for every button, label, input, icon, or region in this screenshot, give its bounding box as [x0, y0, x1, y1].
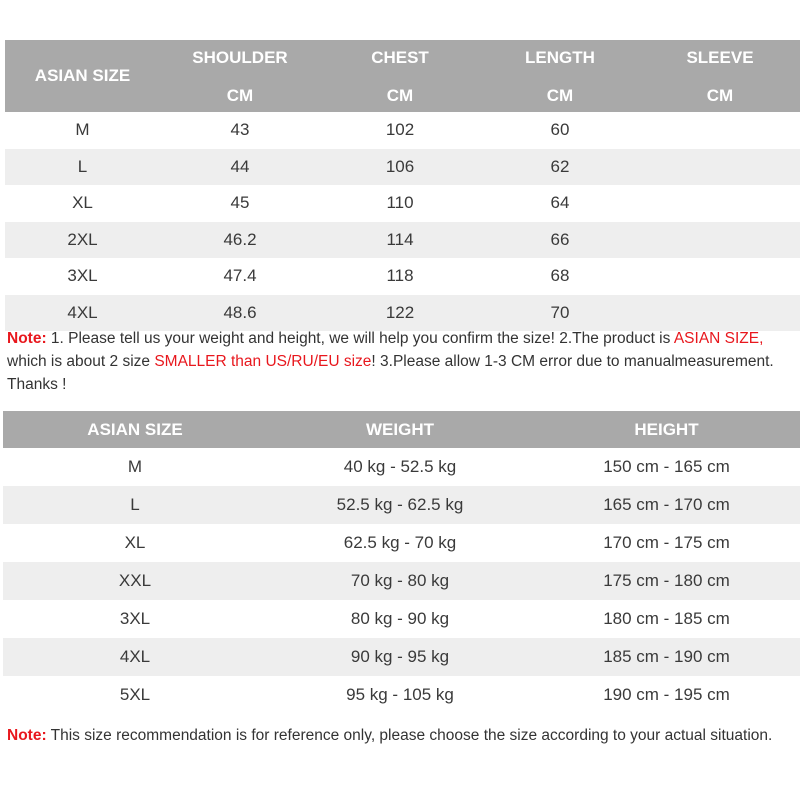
header-unit: CM: [706, 86, 734, 105]
cell-size: XL: [124, 533, 146, 552]
table-row: [5, 295, 800, 332]
cell-chest: 122: [385, 302, 415, 322]
cell-height: 185 cm - 190 cm: [603, 647, 730, 666]
cell-size: L: [77, 156, 88, 176]
cell-weight: 52.5 kg - 62.5 kg: [336, 495, 464, 514]
header-asian-size: ASIAN SIZE: [34, 66, 131, 85]
cell-chest: 110: [386, 193, 414, 213]
table-row: [3, 676, 800, 714]
cell-chest: 114: [386, 229, 414, 249]
cell-length: 70: [550, 302, 570, 322]
cell-weight: 62.5 kg - 70 kg: [343, 533, 457, 552]
table-row: [3, 600, 800, 638]
cell-weight: 95 kg - 105 kg: [346, 685, 454, 704]
header-chest: [320, 40, 480, 112]
cell-shoulder: 44: [230, 156, 250, 176]
table-row: [5, 222, 800, 259]
header-unit: CM: [546, 86, 574, 105]
cell-chest: 106: [385, 156, 415, 176]
cell-size: 3XL: [67, 266, 98, 286]
note-highlight-smaller: SMALLER than US/RU/EU size: [154, 353, 372, 370]
reference-note: [7, 724, 797, 748]
header-height: HEIGHT: [634, 419, 699, 439]
header-unit: CM: [386, 86, 414, 105]
cell-size: XXL: [118, 571, 152, 590]
cell-size: 4XL: [67, 302, 98, 322]
note-text: This size recommendation is for reference only, please choose the size according to your actual situation.: [46, 727, 773, 744]
size-recommendation-table: [3, 411, 800, 714]
size-measurement-table: [5, 40, 800, 331]
cell-size: M: [75, 120, 90, 140]
note-label: Note:: [7, 727, 47, 744]
cell-chest: 102: [385, 120, 415, 140]
cell-length: 64: [550, 193, 570, 213]
size-note: [7, 327, 797, 396]
table-row: [3, 486, 800, 524]
header-label: CHEST: [371, 48, 429, 67]
cell-size: L: [130, 495, 140, 514]
header-length: [480, 40, 640, 112]
table-header: [3, 411, 800, 448]
header-asian-size: ASIAN SIZE: [87, 419, 183, 439]
cell-length: 68: [550, 266, 570, 286]
note-text: 1. Please tell us your weight and height, we will help you confirm the size! 2.The product is: [46, 330, 674, 347]
table-row: [5, 149, 800, 186]
note-text: which is about 2 size: [7, 353, 155, 370]
cell-size: 2XL: [67, 229, 98, 249]
cell-weight: 70 kg - 80 kg: [350, 571, 450, 590]
cell-size: M: [127, 457, 143, 476]
table-row: [3, 638, 800, 676]
cell-size: XL: [72, 193, 93, 213]
table-row: [5, 112, 800, 149]
header-label: SHOULDER: [192, 48, 288, 67]
note-label: Note:: [7, 330, 47, 347]
cell-weight: 40 kg - 52.5 kg: [343, 457, 457, 476]
cell-height: 170 cm - 175 cm: [603, 533, 730, 552]
cell-size: 3XL: [119, 609, 151, 628]
cell-shoulder: 47.4: [223, 266, 257, 286]
cell-height: 150 cm - 165 cm: [603, 457, 730, 476]
cell-height: 175 cm - 180 cm: [603, 571, 730, 590]
cell-length: 62: [550, 156, 570, 176]
table-row: [3, 448, 800, 486]
cell-shoulder: 43: [230, 120, 250, 140]
cell-height: 165 cm - 170 cm: [603, 495, 730, 514]
cell-weight: 80 kg - 90 kg: [350, 609, 450, 628]
cell-shoulder: 45: [230, 193, 250, 213]
header-label: SLEEVE: [686, 48, 754, 67]
cell-weight: 90 kg - 95 kg: [350, 647, 450, 666]
cell-chest: 118: [386, 266, 414, 286]
note-text: ! 3.Please allow 1-3 CM error due to manualmeasurement. Thanks !: [7, 353, 774, 393]
cell-length: 60: [550, 120, 570, 140]
cell-height: 180 cm - 185 cm: [603, 609, 730, 628]
table-header: [5, 40, 800, 112]
header-label: LENGTH: [525, 48, 595, 67]
header-weight: WEIGHT: [366, 419, 434, 439]
header-sleeve: [640, 40, 800, 112]
table-row: [3, 524, 800, 562]
cell-size: 5XL: [119, 685, 151, 704]
table-row: [3, 562, 800, 600]
cell-height: 190 cm - 195 cm: [603, 685, 730, 704]
cell-shoulder: 46.2: [223, 229, 257, 249]
table-row: [5, 258, 800, 295]
note-highlight-asian-size: ASIAN SIZE,: [673, 330, 764, 347]
cell-length: 66: [550, 229, 570, 249]
table-row: [5, 185, 800, 222]
header-shoulder: [160, 40, 320, 112]
cell-size: 4XL: [119, 647, 151, 666]
cell-shoulder: 48.6: [223, 302, 257, 322]
header-unit: CM: [226, 86, 254, 105]
